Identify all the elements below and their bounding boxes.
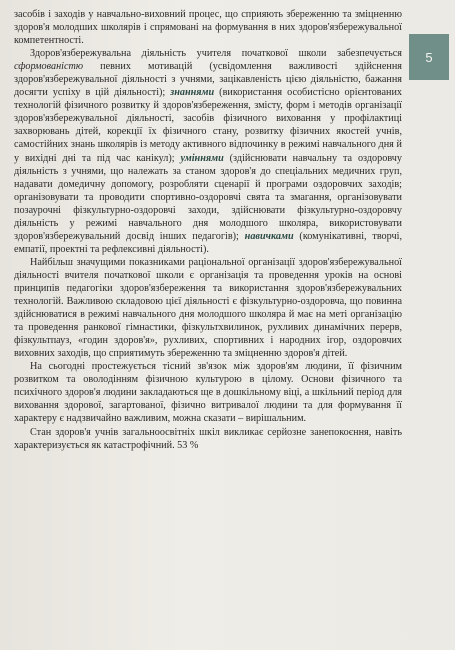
paragraph: [14, 47, 402, 256]
page-number: 5: [425, 49, 433, 65]
paragraph: [14, 426, 402, 452]
text-run: Здоров'язбережувальна діяльність учителя початкової школи забезпечується: [30, 48, 402, 60]
text-run: (використання особистісно орієнтованих технологій фізичного розвитку й здоров'язбереження, змісту, форм і методів організації здоров'язбережувальної діяльності, засобів фізичного виховання у профілактиці захворювань дітей, корекції їх фізичного стану, розвитку фізичних якостей учнів, самостійних знань школярів із методу активного відпочинку в режимі навчального дня й у вихідні дні та під час канікул);: [14, 87, 402, 164]
paragraph: [14, 360, 402, 425]
text-run: певних мотивацій (усвідомлення важливості здійснення здоров'язбережувальної діяльності з учнями, зацікавленість цією діяльністю, бажання досягти успіху в цій діяльності);: [14, 61, 402, 99]
text-run: Найбільш значущими показниками раціональної організації здоров'язбережувальної діяльності вчителя початкової школи є організація та проведення уроків на основі принципів педагогіки здоров'язбереження та використання здоров'язбережувальних технологій. Важливою складовою цієї діяльності є фізкультурно-оздоровча, що повинна здійснюватися в режимі навчального дня молодшого школяра й має на меті організацію та проведення ранкової гімнастики, фізкультхвилинок, рухливих динамічних перерв, фізкультпауз, «годин здоров'я», рухливих, спортивних і народних ігор, оздоровчих виховних заходів, що сприятимуть збереженню та зміцненню здоров'я дітей.: [14, 256, 402, 360]
emphasis-term: уміннями: [180, 152, 224, 164]
text-run: засобів і заходів у навчально-виховний процес, що сприяють збереженню та зміцненню здоров'я молодших школярів і спрямовані на формування в них здоров'язбережувальної компетентності.: [14, 9, 402, 47]
paragraph: [14, 8, 402, 47]
text-run: (комунікативні, творчі, емпатії, проектні та рефлексивні діяльності).: [14, 230, 402, 255]
text-run: Стан здоров'я учнів загальноосвітніх шкіл викликає серйозне занепокоєння, навіть характеризується як катастрофічний. 53 %: [14, 426, 402, 451]
paragraph: [14, 256, 402, 360]
emphasis-term: сформованістю: [14, 61, 84, 73]
emphasis-term: знаннями: [170, 87, 215, 99]
emphasis-term: навичками: [244, 230, 294, 242]
text-run: (здійснювати навчальну та оздоровчу діяльність з учнями, що належать за станом здоров'я до спеціальних медичних груп, надавати домедичну допомогу, розробляти сценарії й програми оздоровчих заходів; організовувати та проводити спортивно-оздоровчі свята та змагання, організовувати позаурочні фізкультурно-оздоровчі заходи, здійснювати фізкультурно-оздоровчу діяльність у режимі навчального дня молодшого школяра, використовувати здоров'язбережувальний досвід інших педагогів);: [14, 152, 402, 242]
body-text: [14, 8, 402, 452]
page-number-tab: [409, 34, 449, 80]
text-run: На сьогодні простежується тісний зв'язок між здоров'ям людини, її фізичним розвитком та оволодінням фізичною культурою в цілому. Основи фізичного та психічного здоров'я людини закладаються ще в дошкільному віці, а шкільний період для виховання здорової, загартованої, фізично витривалої людини та для формування її характеру є надзвичайно важливим, можна сказати – вирішальним.: [14, 361, 402, 425]
